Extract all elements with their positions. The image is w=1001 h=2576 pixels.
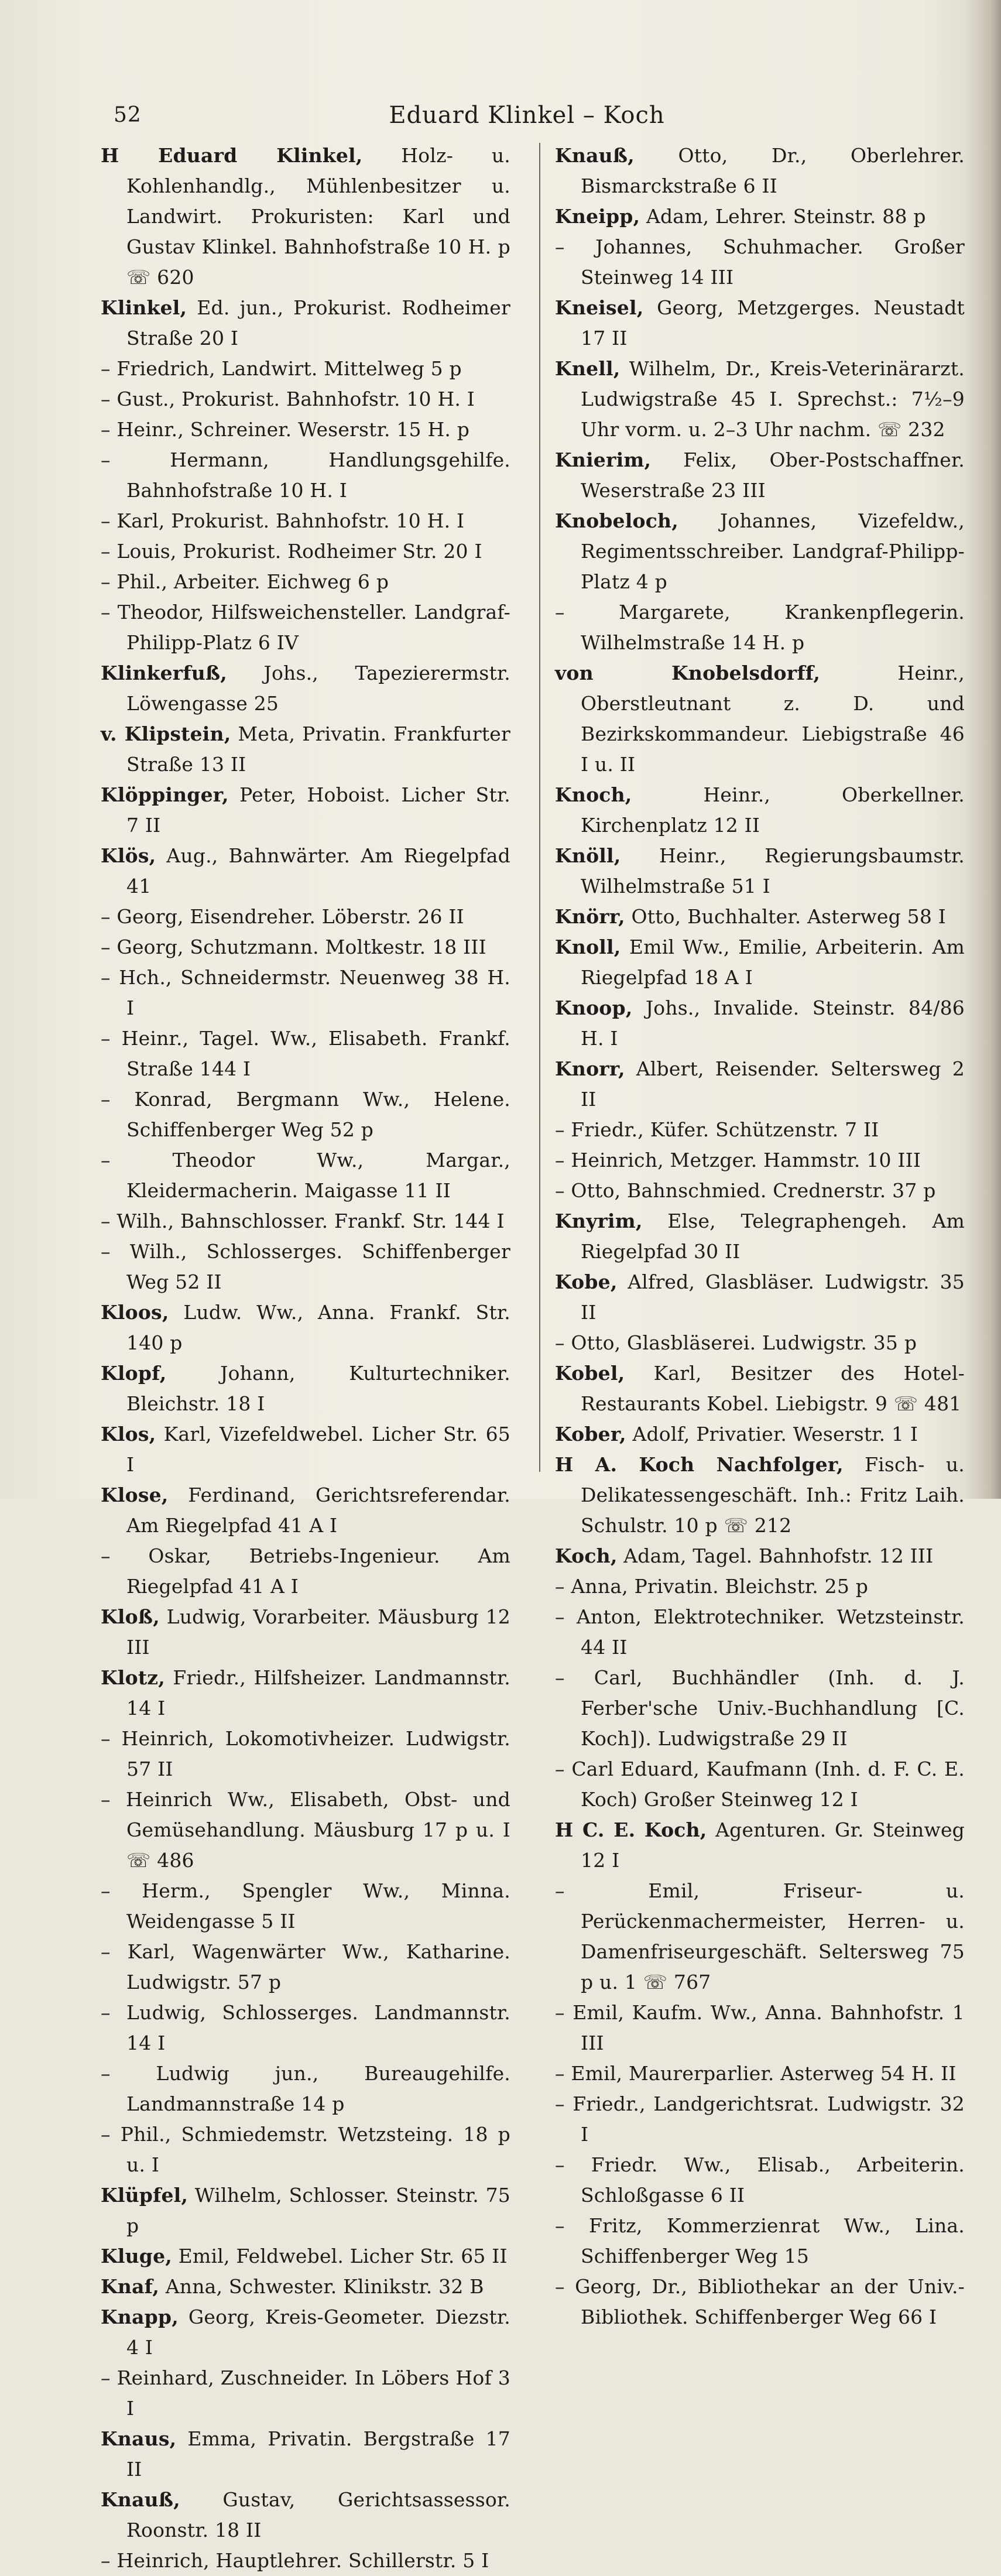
entry-name: Kobel, <box>555 1362 625 1385</box>
entry-name: – <box>101 966 111 989</box>
entry-details: Fisch- u. Delikatessengeschäft. Inh.: Fritz Laih. Schulstr. 10 p ☏ 212 <box>581 1453 965 1537</box>
directory-entry <box>101 415 510 445</box>
entry-details: Friedr., Landgerichtsrat. Ludwigstr. 32 I <box>564 2092 965 2146</box>
directory-entry <box>555 1998 965 2058</box>
entry-details: Georg, Eisendreher. Löberstr. 26 II <box>110 905 464 928</box>
entry-name: Klos, <box>101 1423 156 1445</box>
entry-name: – <box>101 1088 111 1111</box>
directory-entry <box>555 1054 965 1115</box>
entry-details: Wilhelm, Dr., Kreis-Veterinärarzt. Ludwigstraße 45 I. Sprechst.: 7½–9 Uhr vorm. u. 2–3 Uhr nachm. ☏ 232 <box>581 357 965 441</box>
entry-details: Hermann, Handlungsgehilfe. Bahnhofstraße 10 H. I <box>110 448 510 502</box>
directory-entry <box>101 2272 510 2302</box>
directory-entry <box>101 1876 510 1937</box>
directory-entry <box>101 1784 510 1876</box>
directory-entry <box>555 1419 965 1450</box>
entry-details: Karl, Vizefeldwebel. Licher Str. 65 I <box>126 1423 510 1476</box>
entry-name: – <box>101 2001 111 2024</box>
entry-details: Otto, Bahnschmied. Crednerstr. 37 p <box>564 1179 936 1202</box>
entry-details: Alfred, Glasbläser. Ludwigstr. 35 II <box>581 1270 965 1324</box>
running-title: Eduard Klinkel – Koch <box>389 102 665 129</box>
entry-details: Margarete, Krankenpflegerin. Wilhelmstraße 14 H. p <box>564 601 965 654</box>
entry-name: – <box>101 570 111 593</box>
entry-details: Theodor Ww., Margar., Kleidermacherin. Maigasse 11 II <box>110 1149 510 1202</box>
entry-name: – <box>555 1605 565 1628</box>
directory-entry <box>555 354 965 445</box>
entry-name: Kloos, <box>101 1301 169 1324</box>
entry-details: Otto, Dr., Oberlehrer. Bismarckstraße 6 II <box>581 144 965 197</box>
directory-entry <box>555 2211 965 2272</box>
entry-name: Knoop, <box>555 996 633 1019</box>
entry-details: Theodor, Hilfsweichensteller. Landgraf-Philipp-Platz 6 IV <box>110 601 510 654</box>
entry-name: – <box>555 1118 565 1141</box>
entry-name: – <box>101 1727 111 1750</box>
directory-entry <box>101 841 510 902</box>
entry-name: Knoll, <box>555 936 621 958</box>
entry-details: Heinrich, Lokomotivheizer. Ludwigstr. 57 II <box>110 1727 510 1780</box>
entry-name: – <box>555 2214 565 2237</box>
directory-entry <box>555 232 965 293</box>
entry-details: Gustav, Gerichtsassessor. Roonstr. 18 II <box>126 2488 510 2541</box>
entry-name: – <box>555 601 565 624</box>
directory-entry <box>555 658 965 780</box>
entry-name: – <box>555 1758 565 1780</box>
entry-name: Knobeloch, <box>555 509 678 532</box>
directory-entry <box>555 1176 965 1206</box>
entry-details: Otto, Glasbläserei. Ludwigstr. 35 p <box>564 1331 917 1354</box>
entry-details: Georg, Dr., Bibliothekar an der Univ.-Bibliothek. Schiffenberger Weg 66 I <box>564 2275 965 2328</box>
entry-details: Wilhelm, Schlosser. Steinstr. 75 p <box>126 2184 510 2237</box>
directory-entry <box>101 1998 510 2058</box>
directory-entry <box>555 2150 965 2211</box>
directory-entry <box>101 1358 510 1419</box>
directory-entry <box>101 536 510 567</box>
directory-entry <box>101 1084 510 1145</box>
entry-details: Johann, Kulturtechniker. Bleichstr. 18 I <box>126 1362 510 1415</box>
directory-entry <box>101 658 510 719</box>
directory-entry <box>101 567 510 597</box>
entry-details: Holz- u. Kohlenhandlg., Mühlenbesitzer u. Landwirt. Prokuristen: Karl und Gustav Klinkel. Bahnhofstraße 10 H. p ☏ 620 <box>126 144 510 289</box>
entry-details: Friedr., Küfer. Schützenstr. 7 II <box>564 1118 879 1141</box>
directory-entry <box>555 1328 965 1358</box>
entry-name: Klös, <box>101 844 156 867</box>
directory-entry <box>101 1663 510 1724</box>
entry-details: Herm., Spengler Ww., Minna. Weidengasse 5 II <box>110 1879 510 1933</box>
entry-details: Emma, Privatin. Bergstraße 17 II <box>126 2427 510 2481</box>
entry-name: – <box>101 1940 111 1963</box>
directory-entry <box>101 2363 510 2424</box>
entry-details: Louis, Prokurist. Rodheimer Str. 20 I <box>110 540 482 563</box>
directory-entry <box>101 2119 510 2180</box>
entry-name: Kluge, <box>101 2245 172 2267</box>
directory-entry <box>555 1267 965 1328</box>
entry-name: – <box>101 936 111 958</box>
entry-details: Phil., Arbeiter. Eichweg 6 p <box>110 570 389 593</box>
entry-details: Peter, Hoboist. Licher Str. 7 II <box>126 783 510 837</box>
entry-details: Wilh., Schlosserges. Schiffenberger Weg 52 II <box>110 1240 510 1293</box>
entry-name: – <box>101 388 111 410</box>
directory-entry <box>555 1145 965 1176</box>
directory-entry <box>555 1754 965 1815</box>
directory-entry <box>101 141 510 293</box>
entry-details: Meta, Privatin. Frankfurter Straße 13 II <box>126 722 510 776</box>
directory-entry <box>101 1541 510 1602</box>
entry-name: Knapp, <box>101 2306 179 2328</box>
entry-details: Albert, Reisender. Seltersweg 2 II <box>581 1057 965 1111</box>
entry-name: – <box>555 235 565 258</box>
entry-name: – <box>101 2549 111 2572</box>
directory-entry <box>101 719 510 780</box>
entry-name: – <box>101 418 111 441</box>
entry-name: Knaus, <box>101 2427 177 2450</box>
directory-entry <box>555 1602 965 1663</box>
entry-details: Phil., Schmiedemstr. Wetzsteing. 18 p u. I <box>110 2123 510 2176</box>
entry-name: von Knobelsdorff, <box>555 662 821 684</box>
directory-entry <box>101 1236 510 1297</box>
directory-entry <box>101 506 510 536</box>
entry-details: Adam, Tagel. Bahnhofstr. 12 III <box>617 1544 934 1567</box>
entry-details: Ed. jun., Prokurist. Rodheimer Straße 20 I <box>126 296 510 350</box>
entry-details: Anna, Privatin. Bleichstr. 25 p <box>564 1575 869 1598</box>
entry-details: Fritz, Kommerzienrat Ww., Lina. Schiffenberger Weg 15 <box>564 2214 965 2267</box>
entry-name: Knyrim, <box>555 1210 643 1232</box>
entry-details: Oskar, Betriebs-Ingenieur. Am Riegelpfad 41 A I <box>110 1544 510 1598</box>
directory-entry <box>101 902 510 932</box>
entry-details: Karl, Besitzer des Hotel-Restaurants Kobel. Liebigstr. 9 ☏ 481 <box>581 1362 965 1415</box>
directory-entry <box>555 1115 965 1145</box>
directory-entry <box>101 1937 510 1998</box>
entry-details: Hch., Schneidermstr. Neuenweg 38 H. I <box>110 966 510 1019</box>
entry-name: – <box>101 1210 111 1232</box>
entry-details: Heinr., Schreiner. Weserstr. 15 H. p <box>110 418 470 441</box>
entry-name: Knoch, <box>555 783 632 806</box>
directory-entry <box>555 1450 965 1541</box>
entry-name: Klopf, <box>101 1362 167 1385</box>
directory-entry <box>101 1297 510 1358</box>
entry-details: Ludw. Ww., Anna. Frankf. Str. 140 p <box>126 1301 510 1354</box>
directory-entry <box>555 2058 965 2089</box>
directory-entry <box>101 932 510 962</box>
entry-details: Gust., Prokurist. Bahnhofstr. 10 H. I <box>110 388 475 410</box>
entry-name: – <box>101 1027 111 1050</box>
entry-name: Knörr, <box>555 905 625 928</box>
directory-entry <box>101 293 510 354</box>
entry-details: Heinr., Tagel. Ww., Elisabeth. Frankf. Straße 144 I <box>110 1027 510 1080</box>
entry-name: – <box>101 1240 111 1263</box>
page-number: 52 <box>114 103 142 127</box>
directory-entry <box>101 1480 510 1541</box>
entry-details: Adam, Lehrer. Steinstr. 88 p <box>640 205 926 228</box>
directory-entry <box>555 445 965 506</box>
entry-details: Ludwig jun., Bureaugehilfe. Landmannstraße 14 p <box>110 2062 510 2115</box>
directory-entry <box>101 2424 510 2485</box>
entry-details: Aug., Bahnwärter. Am Riegelpfad 41 <box>126 844 510 898</box>
entry-details: Emil, Maurerparlier. Asterweg 54 H. II <box>564 2062 957 2085</box>
directory-entry <box>101 1419 510 1480</box>
entry-name: – <box>555 2275 565 2298</box>
entry-details: Karl, Wagenwärter Ww., Katharine. Ludwigstr. 57 p <box>110 1940 510 1993</box>
directory-entry <box>101 1724 510 1784</box>
directory-entry <box>101 2241 510 2272</box>
entry-details: Heinrich, Metzger. Hammstr. 10 III <box>564 1149 921 1171</box>
entry-details: Friedr. Ww., Elisab., Arbeiterin. Schloßgasse 6 II <box>564 2153 965 2207</box>
directory-entry <box>555 201 965 232</box>
entry-name: – <box>101 1788 111 1811</box>
directory-entry <box>555 1663 965 1754</box>
directory-entry <box>555 597 965 658</box>
directory-entry <box>101 2485 510 2546</box>
entry-details: Anna, Schwester. Klinikstr. 32 B <box>159 2275 484 2298</box>
entry-name: v. Klipstein, <box>101 722 231 745</box>
entry-details: Anton, Elektrotechniker. Wetzsteinstr. 44 II <box>564 1605 965 1659</box>
entry-name: – <box>555 1179 565 1202</box>
entry-name: – <box>101 1879 111 1902</box>
entry-name: – <box>101 1544 111 1567</box>
directory-entry <box>555 1358 965 1419</box>
directory-entry <box>555 902 965 932</box>
entry-details: Emil, Feldwebel. Licher Str. 65 II <box>172 2245 508 2267</box>
entry-name: Knauß, <box>555 144 635 167</box>
directory-entry <box>101 2302 510 2363</box>
directory-entry <box>101 780 510 841</box>
entry-name: – <box>101 509 111 532</box>
entry-details: Johs., Invalide. Steinstr. 84/86 H. I <box>581 996 965 1050</box>
entry-name: – <box>555 2153 565 2176</box>
entry-name: – <box>101 448 111 471</box>
entry-details: Carl Eduard, Kaufmann (Inh. d. F. C. E. Koch) Großer Steinweg 12 I <box>564 1758 965 1811</box>
directory-entry <box>555 841 965 902</box>
page-header <box>111 100 942 135</box>
entry-details: Friedrich, Landwirt. Mittelweg 5 p <box>110 357 462 380</box>
entry-name: Klinkel, <box>101 296 187 319</box>
entry-details: Carl, Buchhändler (Inh. d. J. Ferber'sche Univ.-Buchhandlung [C. Koch]). Ludwigstraße 29 II <box>564 1666 965 1750</box>
left-column <box>101 141 510 2572</box>
entry-name: Klose, <box>101 1484 169 1506</box>
entry-details: Georg, Kreis-Geometer. Diezstr. 4 I <box>126 2306 510 2359</box>
entry-name: Kneisel, <box>555 296 644 319</box>
entry-details: Karl, Prokurist. Bahnhofstr. 10 H. I <box>110 509 465 532</box>
entry-name: Kneipp, <box>555 205 640 228</box>
entry-name: – <box>555 2001 565 2024</box>
entry-name: Knierim, <box>555 448 652 471</box>
entry-details: Konrad, Bergmann Ww., Helene. Schiffenberger Weg 52 p <box>110 1088 510 1141</box>
directory-entry <box>101 445 510 506</box>
entry-name: – <box>101 357 111 380</box>
entry-name: H C. E. Koch, <box>555 1818 707 1841</box>
directory-entry <box>101 1602 510 1663</box>
directory-entry <box>555 1876 965 1998</box>
directory-entry <box>101 597 510 658</box>
entry-details: Emil, Friseur- u. Perückenmachermeister, Herren- u. Damenfriseurgeschäft. Seltersweg 75 p u. 1 ☏ 767 <box>564 1879 965 1993</box>
entry-details: Heinrich Ww., Elisabeth, Obst- und Gemüsehandlung. Mäusburg 17 p u. I ☏ 486 <box>110 1788 510 1872</box>
entry-name: Knell, <box>555 357 621 380</box>
entry-details: Ludwig, Schlosserges. Landmannstr. 14 I <box>110 2001 510 2054</box>
directory-entry <box>101 354 510 384</box>
directory-entry <box>101 962 510 1023</box>
entry-name: – <box>101 2366 111 2389</box>
right-column <box>555 141 965 2328</box>
entry-name: Klöppinger, <box>101 783 229 806</box>
directory-entry <box>101 2180 510 2241</box>
directory-entry <box>555 506 965 597</box>
entry-name: – <box>555 2092 565 2115</box>
entry-name: – <box>555 2062 565 2085</box>
entry-details: Friedr., Hilfsheizer. Landmannstr. 14 I <box>126 1666 510 1719</box>
entry-details: Heinr., Oberstleutnant z. D. und Bezirkskommandeur. Liebigstraße 46 I u. II <box>581 662 965 776</box>
entry-name: – <box>555 1149 565 1171</box>
entry-name: Koch, <box>555 1544 618 1567</box>
entry-details: Felix, Ober-Postschaffner. Weserstraße 23 III <box>581 448 965 502</box>
entry-name: – <box>101 540 111 563</box>
directory-entry <box>555 1815 965 1876</box>
page-edge-shadow <box>966 0 1001 1499</box>
entry-name: Klinkerfuß, <box>101 662 227 684</box>
directory-entry <box>555 141 965 201</box>
entry-name: Kobe, <box>555 1270 618 1293</box>
entry-name: Knorr, <box>555 1057 625 1080</box>
entry-name: Kloß, <box>101 1605 160 1628</box>
entry-name: – <box>101 905 111 928</box>
directory-entry <box>555 293 965 354</box>
entry-name: Kober, <box>555 1423 626 1445</box>
entry-name: H A. Koch Nachfolger, <box>555 1453 844 1476</box>
entry-details: Ludwig, Vorarbeiter. Mäusburg 12 III <box>126 1605 510 1659</box>
entry-details: Otto, Buchhalter. Asterweg 58 I <box>625 905 946 928</box>
entry-name: Knauß, <box>101 2488 180 2511</box>
entry-details: Johs., Tapezierermstr. Löwengasse 25 <box>126 662 510 715</box>
directory-entry <box>101 1023 510 1084</box>
entry-details: Adolf, Privatier. Weserstr. 1 I <box>626 1423 918 1445</box>
directory-entry <box>555 780 965 841</box>
directory-entry <box>101 2546 510 2576</box>
directory-entry <box>555 1541 965 1571</box>
entry-name: – <box>555 1666 565 1689</box>
entry-name: – <box>101 1149 111 1171</box>
directory-entry <box>555 1206 965 1267</box>
entry-name: – <box>555 1575 565 1598</box>
column-divider <box>539 143 540 1472</box>
entry-name: – <box>555 1879 565 1902</box>
entry-name: – <box>101 601 111 624</box>
directory-entry <box>101 384 510 415</box>
directory-entry <box>555 2089 965 2150</box>
directory-entry <box>555 932 965 993</box>
entry-details: Heinr., Regierungsbaumstr. Wilhelmstraße 51 I <box>581 844 965 898</box>
directory-entry <box>101 1206 510 1236</box>
directory-entry <box>555 993 965 1054</box>
entry-name: Klüpfel, <box>101 2184 188 2207</box>
directory-entry <box>101 2058 510 2119</box>
entry-name: Knaf, <box>101 2275 160 2298</box>
entry-name: – <box>101 2123 111 2146</box>
entry-details: Else, Telegraphengeh. Am Riegelpfad 30 II <box>581 1210 965 1263</box>
entry-name: Knöll, <box>555 844 621 867</box>
entry-details: Georg, Metzgerges. Neustadt 17 II <box>581 296 965 350</box>
directory-entry <box>555 1571 965 1602</box>
entry-name: – <box>555 1331 565 1354</box>
entry-details: Ferdinand, Gerichtsreferendar. Am Riegelpfad 41 A I <box>126 1484 510 1537</box>
entry-name: – <box>101 2062 111 2085</box>
entry-details: Johannes, Schuhmacher. Großer Steinweg 14 III <box>564 235 965 289</box>
entry-name: H Eduard Klinkel, <box>101 144 363 167</box>
directory-entry <box>555 2272 965 2332</box>
entry-details: Georg, Schutzmann. Moltkestr. 18 III <box>110 936 486 958</box>
entry-details: Emil, Kaufm. Ww., Anna. Bahnhofstr. 1 III <box>564 2001 965 2054</box>
entry-details: Reinhard, Zuschneider. In Löbers Hof 3 I <box>110 2366 510 2420</box>
entry-details: Wilh., Bahnschlosser. Frankf. Str. 144 I <box>110 1210 505 1232</box>
entry-details: Agenturen. Gr. Steinweg 12 I <box>581 1818 965 1872</box>
entry-details: Johannes, Vizefeldw., Regimentsschreiber. Landgraf-Philipp-Platz 4 p <box>581 509 965 593</box>
entry-details: Emil Ww., Emilie, Arbeiterin. Am Riegelpfad 18 A I <box>581 936 965 989</box>
directory-entry <box>101 1145 510 1206</box>
entry-name: Klotz, <box>101 1666 165 1689</box>
entry-details: Heinr., Oberkellner. Kirchenplatz 12 II <box>581 783 965 837</box>
entry-details: Heinrich, Hauptlehrer. Schillerstr. 5 I <box>110 2549 489 2572</box>
